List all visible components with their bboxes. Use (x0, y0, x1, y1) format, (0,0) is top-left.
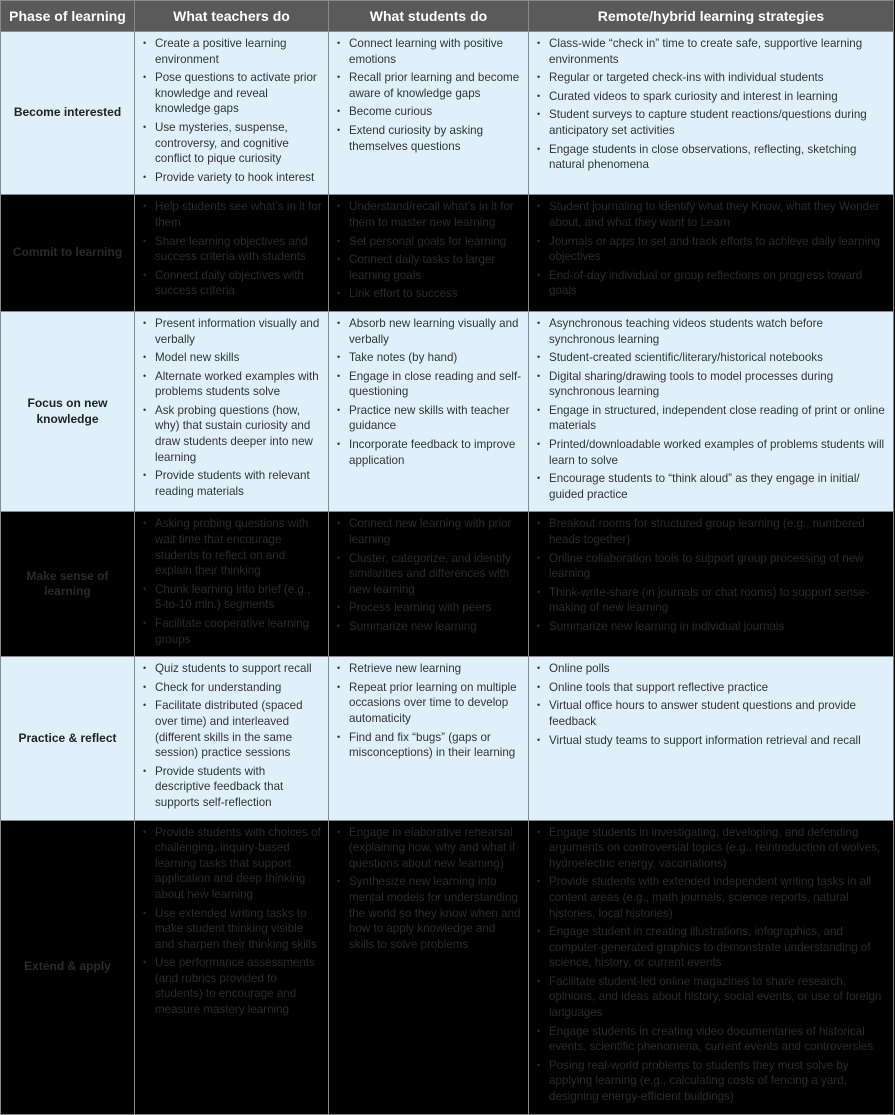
list-item: • Present information visually and verbally (143, 316, 322, 347)
students-cell (329, 657, 529, 820)
list-item: • Become curious (337, 104, 522, 120)
table-row (1, 512, 894, 657)
list-item: • Virtual office hours to answer student questions and provide feedback (537, 698, 887, 729)
teachers-list (143, 316, 322, 500)
list-item: • Digital sharing/drawing tools to model processes during synchronous learning (537, 369, 887, 400)
list-item: • Chunk learning into brief (e.g., 5-to-10 min.) segments (143, 582, 322, 613)
list-item: • Retrieve new learning (337, 661, 522, 677)
table-row (1, 657, 894, 820)
list-item: • Repeat prior learning on multiple occasions over time to develop automaticity (337, 680, 522, 727)
list-item: • Engage in close reading and self-questioning (337, 369, 522, 400)
list-item: • Think-write-share (in journals or chat rooms) to support sense-making of new learning (537, 585, 887, 616)
list-item: • Share learning objectives and success criteria with students (143, 234, 322, 265)
list-item: • Quiz students to support recall (143, 661, 322, 677)
list-item: • Find and fix “bugs” (gaps or misconceptions) in their learning (337, 730, 522, 761)
list-item: • Provide variety to hook interest (143, 170, 322, 186)
list-item: • Online tools that support reflective practice (537, 680, 887, 696)
students-cell (329, 820, 529, 1114)
students-list (337, 661, 522, 761)
list-item: • Use extended writing tasks to make student thinking visible and sharpen their thinking skills (143, 906, 322, 953)
list-item: • Connect daily tasks to larger learning goals (337, 252, 522, 283)
phase-cell: Make sense of learning (1, 512, 135, 657)
list-item: • Student surveys to capture student reactions/questions during anticipatory set activities (537, 107, 887, 138)
remote-cell (529, 512, 894, 657)
list-item: • Facilitate student-led online magazines to share research, opinions, and ideas about history, social events, or use of foreign languages (537, 974, 887, 1021)
list-item: • Take notes (by hand) (337, 350, 522, 366)
students-list (337, 516, 522, 634)
list-item: • Online polls (537, 661, 887, 677)
list-item: • Summarize new learning (337, 619, 522, 635)
list-item: • End-of-day individual or group reflections on progress toward goals (537, 268, 887, 299)
teachers-list (143, 825, 322, 1018)
list-item: • Journals or apps to set and track efforts to achieve daily learning objectives (537, 234, 887, 265)
students-list (337, 316, 522, 468)
list-item: • Engage in elaborative rehearsal (explaining how, why and what if questions about new learning) (337, 825, 522, 872)
teachers-list (143, 516, 322, 647)
remote-list (537, 316, 887, 503)
list-item: • Connect learning with positive emotions (337, 36, 522, 67)
list-item: • Synthesize new learning into mental models for understanding the world so they know when and how to apply knowledge and skills to solve problems (337, 874, 522, 952)
list-item: • Pose questions to activate prior knowledge and reveal knowledge gaps (143, 70, 322, 117)
list-item: • Alternate worked examples with problems students solve (143, 369, 322, 400)
list-item: • Online collaboration tools to support group processing of new learning (537, 551, 887, 582)
list-item: • Engage students in investigating, developing, and defending arguments on controversial topics (e.g., reintroduction of wolves, hydroelectric energy, vaccinations) (537, 825, 887, 872)
remote-list (537, 199, 887, 299)
table-row (1, 195, 894, 312)
phase-cell: Practice & reflect (1, 657, 135, 820)
list-item: • Connect new learning with prior learning (337, 516, 522, 547)
students-cell (329, 32, 529, 195)
phase-cell: Commit to learning (1, 195, 135, 312)
list-item: • Absorb new learning visually and verbally (337, 316, 522, 347)
list-item: • Engage in structured, independent close reading of print or online materials (537, 403, 887, 434)
remote-cell (529, 311, 894, 512)
teachers-cell (135, 311, 329, 512)
remote-cell (529, 32, 894, 195)
list-item: • Class-wide “check in” time to create safe, supportive learning environments (537, 36, 887, 67)
remote-list (537, 825, 887, 1105)
list-item: • Engage students in close observations, reflecting, sketching natural phenomena (537, 142, 887, 173)
list-item: • Posing real-world problems to students they must solve by applying learning (e.g., calculating costs of fencing a yard, designing energy-efficient buildings) (537, 1058, 887, 1105)
students-cell (329, 311, 529, 512)
list-item: • Practice new skills with teacher guidance (337, 403, 522, 434)
teachers-cell (135, 657, 329, 820)
list-item: • Model new skills (143, 350, 322, 366)
list-item: • Extend curiosity by asking themselves questions (337, 123, 522, 154)
students-cell (329, 512, 529, 657)
header-students: What students do (329, 1, 529, 32)
list-item: • Regular or targeted check-ins with individual students (537, 70, 887, 86)
list-item: • Provide students with extended independent writing tasks in all content areas (e.g., math journals, science reports, natural histories, local histories) (537, 874, 887, 921)
list-item: • Asking probing questions with wait time that encourage students to reflect on and explain their thinking (143, 516, 322, 578)
list-item: • Set personal goals for learning (337, 234, 522, 250)
teachers-list (143, 199, 322, 299)
table-row (1, 32, 894, 195)
list-item: • Asynchronous teaching videos students watch before synchronous learning (537, 316, 887, 347)
list-item: • Process learning with peers (337, 600, 522, 616)
list-item: • Use mysteries, suspense, controversy, and cognitive conflict to pique curiosity (143, 120, 322, 167)
header-remote: Remote/hybrid learning strategies (529, 1, 894, 32)
list-item: • Engage students in creating video documentaries of historical events, scientific phenomena, current events and controversies (537, 1024, 887, 1055)
phase-cell: Become interested (1, 32, 135, 195)
phase-cell: Focus on new knowledge (1, 311, 135, 512)
list-item: • Engage student in creating illustrations, infographics, and computer-generated graphics to demonstrate understanding of science, history, or current events (537, 924, 887, 971)
list-item: • Link effort to success (337, 286, 522, 302)
header-row (1, 1, 894, 32)
students-cell (329, 195, 529, 312)
teachers-cell (135, 195, 329, 312)
remote-cell (529, 820, 894, 1114)
remote-cell (529, 195, 894, 312)
list-item: • Check for understanding (143, 680, 322, 696)
table-row (1, 311, 894, 512)
list-item: • Understand/recall what’s in it for them to master new learning (337, 199, 522, 230)
list-item: • Cluster, categorize, and identify similarities and differences with new learning (337, 551, 522, 598)
table-row (1, 820, 894, 1114)
list-item: • Create a positive learning environment (143, 36, 322, 67)
list-item: • Recall prior learning and become aware of knowledge gaps (337, 70, 522, 101)
remote-cell (529, 657, 894, 820)
list-item: • Facilitate distributed (spaced over time) and interleaved (different skills in the same session) practice sessions (143, 698, 322, 760)
list-item: • Student-created scientific/literary/historical notebooks (537, 350, 887, 366)
list-item: • Encourage students to “think aloud” as they engage in initial/ guided practice (537, 471, 887, 502)
list-item: • Connect daily objectives with success criteria (143, 268, 322, 299)
teachers-list (143, 36, 322, 185)
list-item: • Facilitate cooperative learning groups (143, 616, 322, 647)
students-list (337, 199, 522, 302)
students-list (337, 36, 522, 154)
teachers-cell (135, 32, 329, 195)
header-teachers: What teachers do (135, 1, 329, 32)
list-item: • Breakout rooms for structured group learning (e.g., numbered heads together) (537, 516, 887, 547)
list-item: • Provide students with relevant reading materials (143, 468, 322, 499)
students-list (337, 825, 522, 953)
list-item: • Curated videos to spark curiosity and interest in learning (537, 89, 887, 105)
remote-list (537, 516, 887, 634)
list-item: • Student journaling to identify what they Know, what they Wonder about, and what they want to Learn (537, 199, 887, 230)
list-item: • Use performance assessments (and rubrics provided to students) to encourage and measure mastery learning (143, 955, 322, 1017)
header-phase: Phase of learning (1, 1, 135, 32)
list-item: • Printed/downloadable worked examples of problems students will learn to solve (537, 437, 887, 468)
remote-list (537, 661, 887, 748)
teachers-cell (135, 820, 329, 1114)
phase-cell: Extend & apply (1, 820, 135, 1114)
list-item: • Provide students with descriptive feedback that supports self-reflection (143, 764, 322, 811)
list-item: • Incorporate feedback to improve application (337, 437, 522, 468)
list-item: • Help students see what’s in it for them (143, 199, 322, 230)
teachers-cell (135, 512, 329, 657)
list-item: • Virtual study teams to support information retrieval and recall (537, 733, 887, 749)
teachers-list (143, 661, 322, 810)
remote-list (537, 36, 887, 173)
list-item: • Ask probing questions (how, why) that sustain curiosity and draw students deeper into new learning (143, 403, 322, 465)
list-item: • Summarize new learning in individual journals (537, 619, 887, 635)
list-item: • Provide students with choices of challenging, inquiry-based learning tasks that support application and deep thinking about new learning (143, 825, 322, 903)
